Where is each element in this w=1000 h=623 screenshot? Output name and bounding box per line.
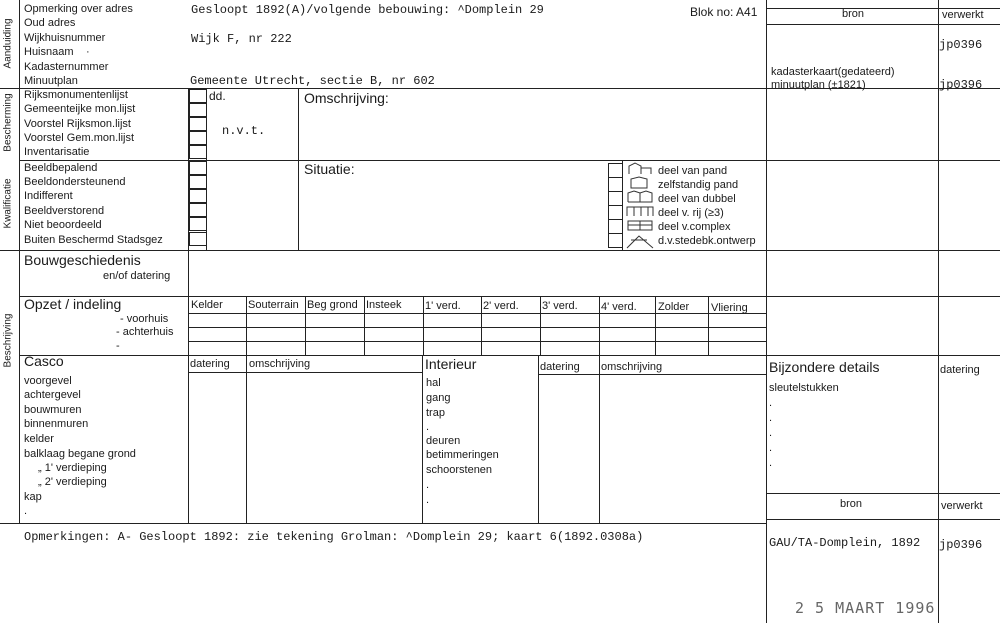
label-omschrijving: Omschrijving:: [304, 90, 389, 106]
bron-header-top: bron: [842, 8, 865, 20]
type-deel-van-pand: deel van pand: [658, 165, 728, 177]
label-rijksmonumentenlijst: Rijksmonumentenlijst: [24, 89, 128, 101]
casco-item: kelder: [24, 433, 54, 445]
bijzondere-datering-header: datering: [940, 364, 980, 376]
label-beeldverstorend: Beeldverstorend: [24, 205, 105, 217]
casco-datering-header: datering: [190, 358, 230, 370]
minuutplan-value: Gemeente Utrecht, sectie B, nr 602: [190, 74, 435, 88]
interieur-item: hal: [426, 377, 441, 389]
casco-item: „ 2' verdieping: [38, 476, 107, 488]
interieur-item: .: [426, 494, 430, 506]
casco-item: binnenmuren: [24, 418, 89, 430]
verwerkt-header-top: verwerkt: [942, 9, 984, 21]
floor-2-verd: 2' verd.: [483, 300, 519, 312]
interieur-datering-header: datering: [540, 361, 580, 373]
interieur-title: Interieur: [425, 356, 477, 372]
label-wijkhuisnummer: Wijkhuisnummer: [24, 32, 106, 44]
type-zelfstandig-pand: zelfstandig pand: [658, 179, 739, 191]
casco-item: voorgevel: [24, 375, 72, 387]
label-kadasternummer: Kadasternummer: [24, 61, 109, 73]
bijzondere-item: .: [769, 427, 773, 439]
verwerkt-code-2: jp0396: [939, 78, 983, 92]
nvt-value: n.v.t.: [222, 124, 266, 138]
floor-souterrain: Souterrain: [248, 299, 299, 311]
label-situatie: Situatie:: [304, 161, 355, 177]
label-bouwgeschiedenis: Bouwgeschiedenis: [24, 252, 141, 268]
interieur-item: trap: [426, 407, 445, 419]
interieur-item: gang: [426, 392, 451, 404]
section-label-kwalificatie: Kwalificatie: [2, 178, 14, 229]
wijk-value: Wijk F, nr 222: [191, 32, 292, 46]
label-beeldbepalend: Beeldbepalend: [24, 162, 98, 174]
interieur-item: schoorstenen: [426, 464, 493, 476]
bron-header-bottom: bron: [840, 498, 863, 510]
bijzondere-item: sleutelstukken: [769, 382, 839, 394]
label-dd: dd.: [209, 89, 226, 103]
label-voorstel-gemmon: Voorstel Gem.mon.lijst: [24, 132, 135, 144]
label-oud-adres: Oud adres: [24, 17, 76, 29]
bijzondere-item: .: [769, 397, 773, 409]
label-niet-beoordeeld: Niet beoordeeld: [24, 219, 102, 231]
verwerkt-header-bottom: verwerkt: [941, 500, 983, 512]
casco-item: kap: [24, 491, 42, 503]
floor-insteek: Insteek: [366, 299, 402, 311]
label-gemeentelijke-lijst: Gemeenteijke mon.lijst: [24, 103, 136, 115]
casco-item: achtergevel: [24, 389, 81, 401]
interieur-item: betimmeringen: [426, 449, 499, 461]
interieur-item: .: [426, 479, 430, 491]
section-label-bescherming: Bescherming: [2, 93, 14, 152]
building-type-icons: [625, 162, 655, 250]
bijzondere-title: Bijzondere details: [769, 359, 880, 375]
opmerkingen-text: Opmerkingen: A- Gesloopt 1892: zie tekening Grolman: ^Domplein 29; kaart 6(1892.0308a): [24, 530, 644, 544]
casco-item: bouwmuren: [24, 404, 82, 416]
floor-vliering: Vliering: [711, 302, 748, 314]
bron-kadasterkaart: kadasterkaart(gedateerd): [771, 66, 895, 78]
label-huisnaam: Huisnaam: [24, 46, 74, 58]
verwerkt-code-bottom: jp0396: [939, 538, 983, 552]
huisnaam-dot: ·: [86, 46, 90, 58]
casco-item: „ 1' verdieping: [38, 462, 107, 474]
label-minuutplan: Minuutplan: [24, 75, 78, 87]
floor-3-verd: 3' verd.: [542, 300, 578, 312]
section-label-aanduiding: Aanduiding: [2, 18, 14, 69]
label-opmerking-adres: Opmerking over adres: [24, 3, 133, 15]
label-voorstel-rijksmon: Voorstel Rijksmon.lijst: [24, 118, 131, 130]
type-stedebk-ontwerp: d.v.stedebk.ontwerp: [658, 235, 756, 247]
bijzondere-item: .: [769, 457, 773, 469]
type-deel-v-rij: deel v. rij (≥3): [658, 207, 724, 219]
type-deel-v-complex: deel v.complex: [658, 221, 731, 233]
label-buiten-beschermd: Buiten Beschermd Stadsgez: [24, 234, 163, 246]
label-inventarisatie: Inventarisatie: [24, 146, 90, 158]
interieur-item: deuren: [426, 435, 461, 447]
adres-value: Gesloopt 1892(A)/volgende bebouwing: ^Domplein 29: [191, 3, 544, 17]
label-opzet-indeling: Opzet / indeling: [24, 296, 122, 312]
floor-1-verd: 1' verd.: [425, 300, 461, 312]
interieur-omschrijving-header: omschrijving: [601, 361, 663, 373]
interieur-item: .: [426, 421, 430, 433]
type-deel-van-dubbel: deel van dubbel: [658, 193, 736, 205]
opzet-achterhuis: - achterhuis: [116, 326, 174, 338]
label-beeldondersteunend: Beeldondersteunend: [24, 176, 126, 188]
label-indifferent: Indifferent: [24, 190, 73, 202]
casco-omschrijving-header: omschrijving: [249, 358, 311, 370]
section-label-beschrijving: Beschrijving: [2, 313, 14, 368]
bron-minuutplan: minuutplan (±1821): [771, 79, 866, 91]
floor-4-verd: 4' verd.: [601, 301, 637, 313]
bijzondere-item: .: [769, 412, 773, 424]
floor-kelder: Kelder: [191, 299, 223, 311]
bron-value-bottom: GAU/TA-Domplein, 1892: [769, 536, 921, 550]
bijzondere-item: .: [769, 442, 773, 454]
casco-item: balklaag begane grond: [24, 448, 136, 460]
opzet-extra: -: [116, 340, 120, 352]
label-en-of-datering: en/of datering: [103, 270, 171, 282]
date-stamp: 2 5 MAART 1996: [795, 599, 936, 617]
floor-beg-grond: Beg grond: [307, 299, 358, 311]
casco-title: Casco: [24, 353, 64, 369]
opzet-voorhuis: - voorhuis: [120, 313, 169, 325]
casco-item: .: [24, 505, 28, 517]
floor-zolder: Zolder: [658, 301, 690, 313]
verwerkt-code-1: jp0396: [939, 38, 983, 52]
blok-number: Blok no: A41: [690, 5, 758, 19]
